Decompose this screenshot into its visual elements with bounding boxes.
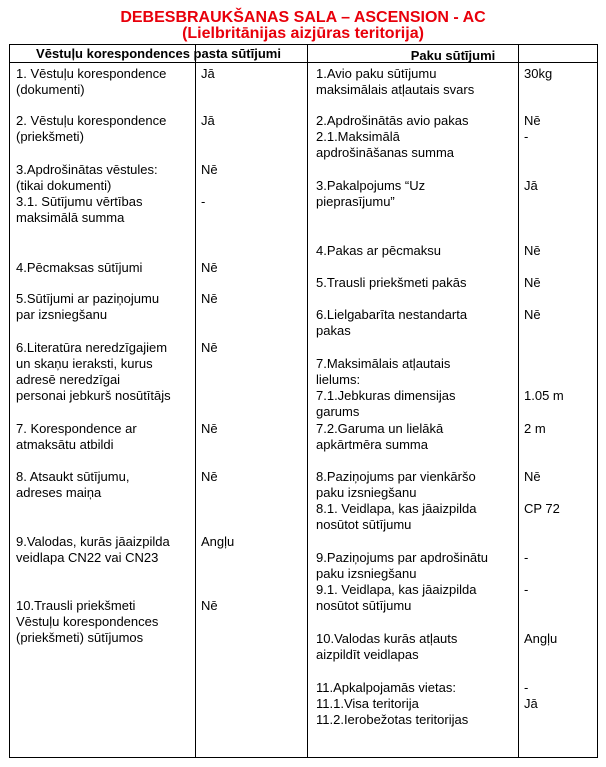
right-row-value: - Jā [524,680,538,711]
left-row-label: 10.Trausli priekšmeti Vēstuļu korespondences (priekšmeti) sūtījumos [16,598,159,645]
right-column-header: Paku sūtījumi [410,48,496,63]
left-row-value: Nē [201,162,218,177]
left-row-label: 8. Atsaukt sūtījumu, adreses maiņa [16,469,130,500]
left-row-value: Nē [201,291,218,306]
column-divider [307,45,308,757]
right-row-value: - [524,582,529,597]
left-row-label: 3.Apdrošinātas vēstules: (tikai dokumenti) [16,162,158,193]
right-row-label: 8.1. Veidlapa, kas jāaizpilda nosūtot sūtījumu [316,501,477,532]
right-row-label: 9.1. Veidlapa, kas jāaizpilda nosūtot sūtījumu [316,582,477,613]
left-row-value: Nē [201,598,218,613]
left-row-label: 3.1. Sūtījumu vērtības maksimālā summa [16,194,143,225]
column-divider [195,45,196,757]
right-row-value: CP 72 [524,501,560,516]
right-row-value: 30kg [524,66,553,81]
right-row-label: 7.Maksimālais atļautais lielums: [316,356,451,387]
right-row-value: Nē [524,469,541,484]
right-row-label: 3.Pakalpojums “Uz pieprasījumu” [316,178,426,209]
left-row-value: Jā [201,113,215,128]
document-subtitle: (Lielbritānijas aizjūras teritorija) [182,25,424,42]
right-row-value: Nē [524,275,541,290]
left-row-label: 4.Pēcmaksas sūtījumi [16,260,143,275]
left-row-label: 2. Vēstuļu korespondence (priekšmeti) [16,113,167,144]
right-row-label: 6.Lielgabarīta nestandarta pakas [316,307,468,338]
left-row-label: 1. Vēstuļu korespondence (dokumenti) [16,66,167,97]
right-row-label: 5.Trausli priekšmeti pakās [316,275,467,290]
column-divider [518,45,519,757]
right-row-label: 1.Avio paku sūtījumu maksimālais atļautais svars [316,66,475,97]
right-row-value: - [524,550,529,565]
right-row-label: 2.Apdrošinātās avio pakas [316,113,469,128]
left-row-value: - [201,194,206,209]
right-row-label: 8.Paziņojums par vienkāršo paku izsniegšanu [316,469,476,500]
right-row-value: - [524,129,529,144]
right-row-label: 4.Pakas ar pēcmaksu [316,243,442,258]
right-row-value: Nē [524,113,541,128]
right-row-value: 1.05 m [524,388,564,403]
left-row-value: Jā [201,66,215,81]
right-row-label: 7.1.Jebkuras dimensijas garums [316,388,456,419]
left-row-label: 9.Valodas, kurās jāaizpilda veidlapa CN22 vai CN23 [16,534,170,565]
left-row-value: Nē [201,260,218,275]
left-row-value: Nē [201,469,218,484]
right-row-value: Nē [524,307,541,322]
right-row-value: Angļu [524,631,558,646]
document-title: DEBESBRAUKŠANAS SALA – ASCENSION - AC [120,9,486,26]
services-table [9,44,598,758]
left-row-label: 5.Sūtījumi ar paziņojumu par izsniegšanu [16,291,160,322]
right-row-label: 10.Valodas kurās atļauts aizpildīt veidlapas [316,631,458,662]
left-row-value: Angļu [201,534,235,549]
left-row-value: Nē [201,421,218,436]
left-column-header: Vēstuļu korespondences pasta sūtījumi [36,46,281,61]
right-row-label: 11.Apkalpojamās vietas: 11.1.Visa teritorija 11.2.Ierobežotas teritorijas [316,680,469,727]
left-row-label: 7. Korespondence ar atmaksātu atbildi [16,421,137,452]
right-row-value: Nē [524,243,541,258]
left-row-value: Nē [201,340,218,355]
right-row-value: Jā [524,178,538,193]
right-row-label: 9.Paziņojums par apdrošinātu paku izsniegšanu [316,550,488,581]
right-row-label: 2.1.Maksimālā apdrošināšanas summa [316,129,455,160]
right-row-label: 7.2.Garuma un lielākā apkārtmēra summa [316,421,444,452]
right-row-value: 2 m [524,421,546,436]
left-row-label: 6.Literatūra neredzīgajiem un skaņu ieraksti, kurus adresē neredzīgai personai jebkurš nosūtītājs [16,340,171,403]
